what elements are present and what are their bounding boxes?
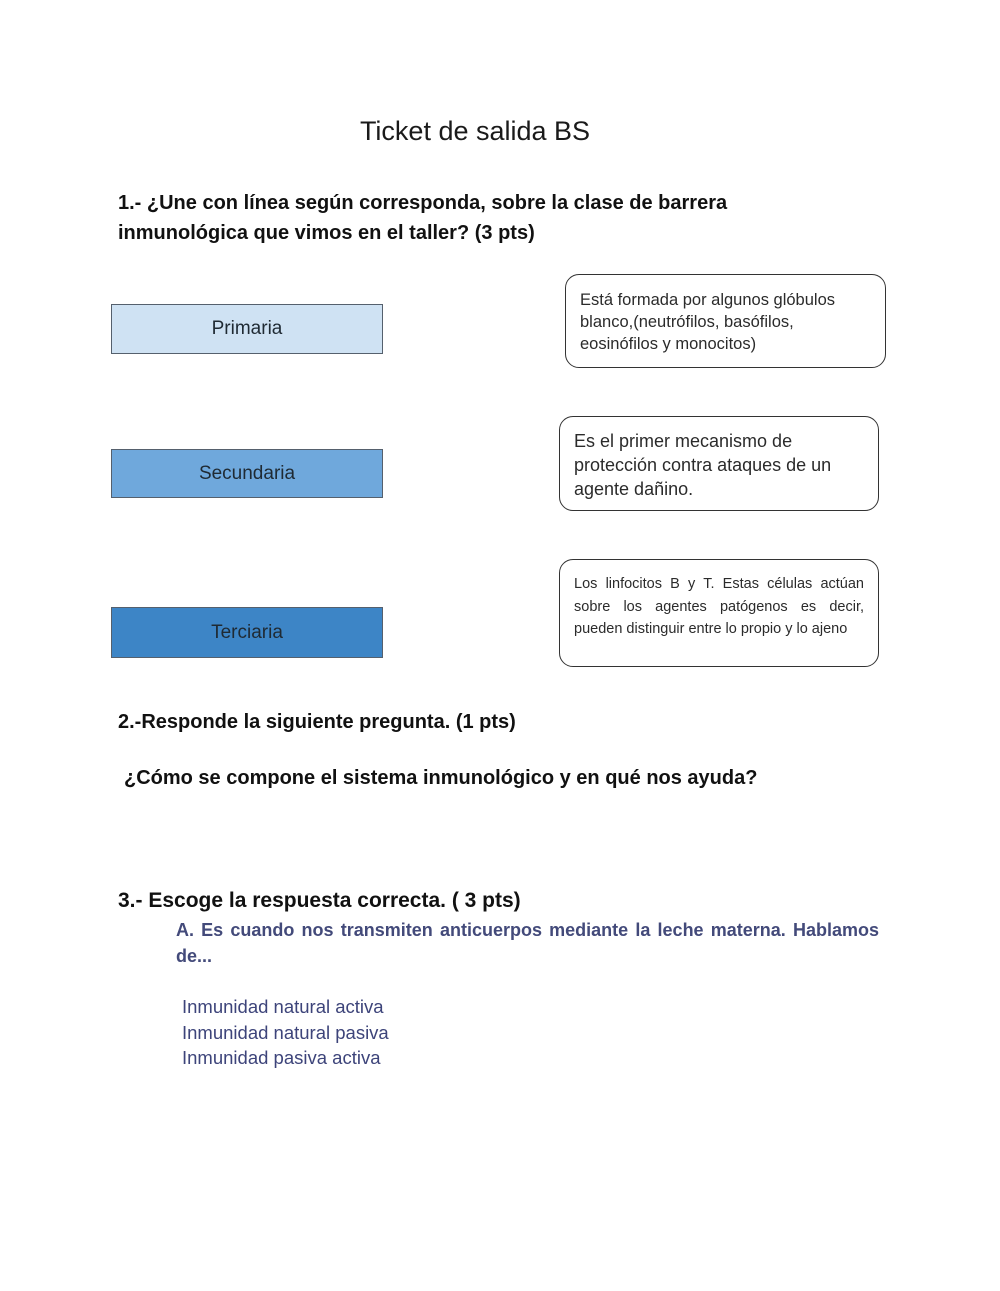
question-2-prompt: 2.-Responde la siguiente pregunta. (1 pts) [118,711,516,733]
page-title: Ticket de salida BS [359,116,591,146]
barrier-secundaria[interactable]: Secundaria [111,449,383,498]
question-3-prompt: 3.- Escoge la respuesta correcta. ( 3 pts) [118,889,521,912]
description-card-primer-mecanismo[interactable]: Es el primer mecanismo de protección contra ataques de un agente dañino. [559,416,879,511]
barrier-terciaria[interactable]: Terciaria [111,607,383,658]
answer-option-3[interactable]: Inmunidad pasiva activa [182,1047,381,1068]
description-card-globulos[interactable]: Está formada por algunos glóbulos blanco,(neutrófilos, basófilos, eosinófilos y monocitos) [565,274,886,368]
barrier-primaria[interactable]: Primaria [111,304,383,354]
answer-option-1[interactable]: Inmunidad natural activa [182,996,384,1017]
description-card-linfocitos[interactable]: Los linfocitos B y T. Estas células actúan sobre los agentes patógenos es decir, pueden distinguir entre lo propio y lo ajeno [559,559,879,667]
question-1-prompt: 1.- ¿Une con línea según corresponda, sobre la clase de barrera inmunológica que vimos en el taller? (3 pts) [118,192,728,244]
answer-option-2[interactable]: Inmunidad natural pasiva [182,1022,389,1043]
question-2-question: ¿Cómo se compone el sistema inmunológico y en qué nos ayuda? [124,767,758,789]
question-3-item-a: A. Es cuando nos transmiten anticuerpos mediante la leche materna. Hablamos de... [176,920,879,966]
